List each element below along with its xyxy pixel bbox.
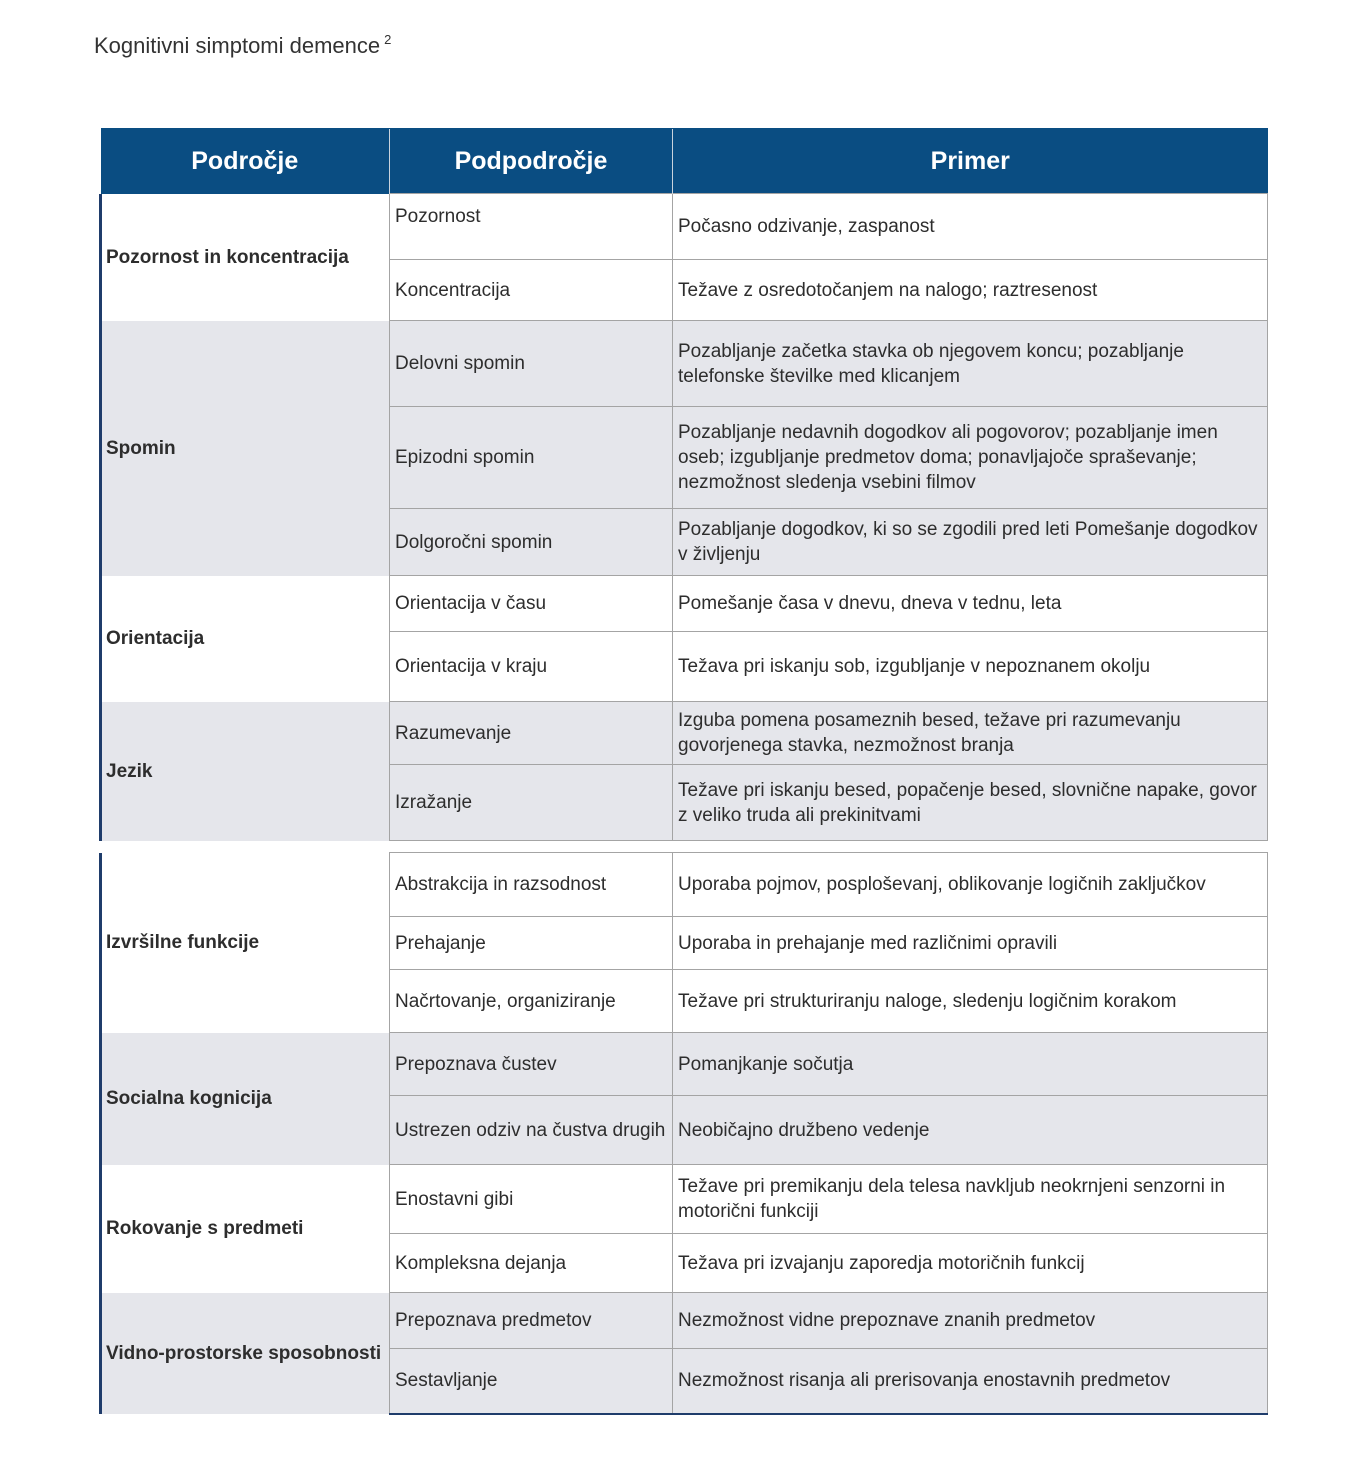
table-header-row [101, 129, 1268, 194]
table-row [101, 576, 1268, 632]
example-cell: Pozabljanje nedavnih dogodkov ali pogovorov; pozabljanje imen oseb; izgubljanje predmetov doma; ponavljajoče spraševanje; nezmožnost sledenja vsebini filmov [673, 407, 1268, 509]
subarea-cell: Koncentracija [390, 260, 673, 321]
area-cell: Rokovanje s predmeti [101, 1165, 390, 1293]
table-row [101, 194, 1268, 260]
subarea-cell: Enostavni gibi [390, 1165, 673, 1234]
subarea-cell: Dolgoročni spomin [390, 509, 673, 576]
example-cell: Težava pri izvajanju zaporedja motoričnih funkcij [673, 1234, 1268, 1293]
area-cell: Orientacija [101, 576, 390, 702]
table-row [101, 702, 1268, 765]
subarea-cell: Ustrezen odziv na čustva drugih [390, 1096, 673, 1165]
header-subarea: Podpodročje [390, 129, 673, 194]
example-cell: Nezmožnost risanja ali prerisovanja enostavnih predmetov [673, 1349, 1268, 1414]
area-cell: Socialna kognicija [101, 1033, 390, 1165]
symptoms-table [99, 128, 1268, 1415]
subarea-cell: Načrtovanje, organiziranje [390, 970, 673, 1033]
example-cell: Težave z osredotočanjem na nalogo; raztresenost [673, 260, 1268, 321]
area-cell: Pozornost in koncentracija [101, 194, 390, 321]
subarea-cell: Izražanje [390, 765, 673, 841]
subarea-cell: Orientacija v času [390, 576, 673, 632]
table-row [101, 853, 1268, 917]
subarea-cell: Prehajanje [390, 917, 673, 970]
subarea-cell: Sestavljanje [390, 1349, 673, 1414]
group-spacer [101, 841, 1268, 853]
example-cell: Neobičajno družbeno vedenje [673, 1096, 1268, 1165]
header-example: Primer [673, 129, 1268, 194]
example-cell: Pozabljanje začetka stavka ob njegovem koncu; pozabljanje telefonske številke med klicanjem [673, 321, 1268, 407]
subarea-cell: Epizodni spomin [390, 407, 673, 509]
table-row [101, 1165, 1268, 1234]
area-cell: Izvršilne funkcije [101, 853, 390, 1033]
spacer-cell [101, 841, 1268, 853]
example-cell: Težave pri premikanju dela telesa navkljub neokrnjeni senzorni in motorični funkciji [673, 1165, 1268, 1234]
example-cell: Uporaba pojmov, posploševanj, oblikovanje logičnih zaključkov [673, 853, 1268, 917]
table-row [101, 321, 1268, 407]
example-cell: Težave pri strukturiranju naloge, sledenju logičnim korakom [673, 970, 1268, 1033]
example-cell: Nezmožnost vidne prepoznave znanih predmetov [673, 1293, 1268, 1349]
subarea-cell: Orientacija v kraju [390, 632, 673, 702]
subarea-cell: Prepoznava čustev [390, 1033, 673, 1096]
table-row [101, 1033, 1268, 1096]
subarea-cell: Delovni spomin [390, 321, 673, 407]
subarea-cell: Abstrakcija in razsodnost [390, 853, 673, 917]
example-cell: Uporaba in prehajanje med različnimi opravili [673, 917, 1268, 970]
area-cell: Spomin [101, 321, 390, 576]
page-title-text: Kognitivni simptomi demence [94, 33, 381, 58]
example-cell: Težava pri iskanju sob, izgubljanje v nepoznanem okolju [673, 632, 1268, 702]
subarea-cell: Razumevanje [390, 702, 673, 765]
header-area: Področje [101, 129, 390, 194]
subarea-cell: Pozornost [390, 194, 673, 260]
example-cell: Pomanjkanje sočutja [673, 1033, 1268, 1096]
table-row [101, 1293, 1268, 1349]
area-cell: Jezik [101, 702, 390, 841]
example-cell: Pozabljanje dogodkov, ki so se zgodili pred leti Pomešanje dogodkov v življenju [673, 509, 1268, 576]
area-cell: Vidno-prostorske sposobnosti [101, 1293, 390, 1414]
subarea-cell: Kompleksna dejanja [390, 1234, 673, 1293]
subarea-cell: Prepoznava predmetov [390, 1293, 673, 1349]
example-cell: Težave pri iskanju besed, popačenje besed, slovnične napake, govor z veliko truda ali prekinitvami [673, 765, 1268, 841]
footnote-marker: 2 [384, 32, 392, 47]
page-title [94, 32, 391, 59]
example-cell: Pomešanje časa v dnevu, dneva v tednu, leta [673, 576, 1268, 632]
example-cell: Počasno odzivanje, zaspanost [673, 194, 1268, 260]
example-cell: Izguba pomena posameznih besed, težave pri razumevanju govorjenega stavka, nezmožnost branja [673, 702, 1268, 765]
